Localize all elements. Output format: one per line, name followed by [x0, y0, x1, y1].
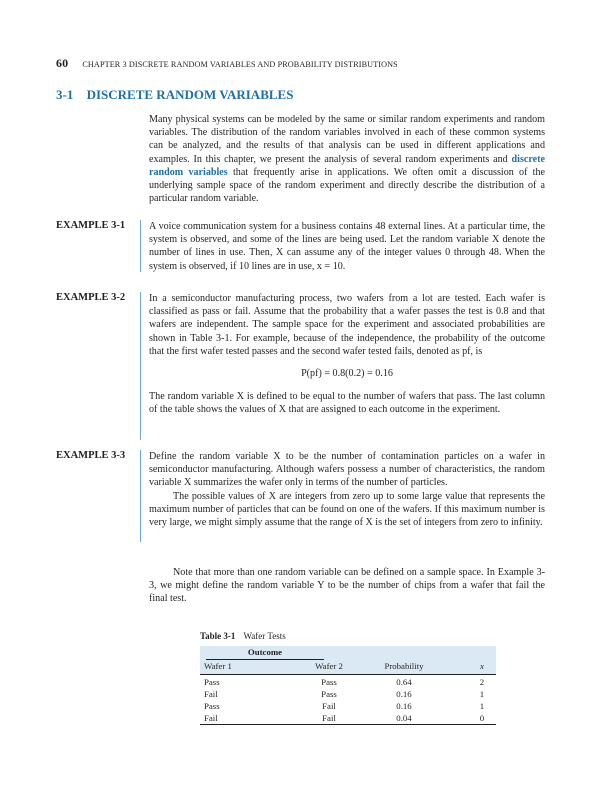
column-header-wafer-1: Wafer 1 — [204, 661, 232, 671]
example-3-3-label: EXAMPLE 3-3 — [56, 450, 126, 461]
table-cell: Fail — [204, 689, 218, 699]
example-3-1-bar — [140, 220, 141, 272]
example-3-1-body — [149, 220, 545, 273]
intro-text-before: Many physical systems can be modeled by the same or similar random experiments and random variables. The distribution of the random variables involved in each of these common systems can be analyzed, and the results of that analysis can be used in different applications and examples. In this chapter, we present the analysis of several random experiments and — [149, 114, 545, 165]
example-3-2-text-2: The random variable X is defined to be equal to the number of wafers that pass. The last column of the table shows the values of X that are assigned to each outcome in the experiment. — [149, 391, 545, 416]
example-3-3-text: Define the random variable X to be the number of contamination particles on a wafer in semiconductor manufacturing. Although wafers possess a number of characteristics, the random variable X summarizes the wafer only in terms of the number of particles. — [149, 451, 545, 489]
table-cell: 0.64 — [396, 677, 412, 687]
intro-text-after: that frequently arise in applications. We often omit a discussion of the underlying sample space of the random experiment and directly describe the distribution of a particular random variable. — [149, 166, 546, 205]
table-cell: Fail — [322, 701, 336, 711]
table-cell: 1 — [479, 689, 485, 699]
table-row — [200, 676, 496, 688]
table-cell: 1 — [479, 701, 485, 711]
column-header-probability: Probability — [384, 661, 424, 671]
example-3-2-bar — [140, 292, 141, 440]
table-cell: 0.16 — [396, 701, 412, 711]
table-cell: Pass — [321, 677, 337, 687]
table-label: Table 3-1 — [200, 631, 236, 641]
table-cell: 0.04 — [396, 713, 412, 723]
section-number: 3-1 — [56, 87, 74, 102]
table-cell: Fail — [204, 713, 218, 723]
page-number: 60 — [56, 56, 69, 70]
example-3-2-body — [149, 292, 545, 417]
example-3-1-text: A voice communication system for a business contains 48 external lines. At a particular time, the system is observed, and some of the lines are being used. Let the random variable X denote the number of lines in use. Then, X can assume any of the integer values 0 through 48. When the system is observed, if 10 lines are in use, x = 10. — [149, 221, 545, 272]
probability-equation: P(pf) = 0.8(0.2) = 0.16 — [301, 368, 393, 380]
example-3-3-bar — [140, 450, 141, 542]
table-cell: Pass — [204, 677, 220, 687]
column-header-x: x — [480, 661, 484, 671]
outcome-header: Outcome — [247, 647, 283, 657]
table-row — [200, 688, 496, 700]
intro-paragraph — [149, 113, 545, 205]
table-cell: 0.16 — [396, 689, 412, 699]
table-cell: Fail — [322, 713, 336, 723]
example-3-2-text: In a semiconductor manufacturing process, two wafers from a lot are tested. Each wafer is classified as pass or fail. Assume that the probability that a wafer passes the test is 0.8 and that wafers are independent. The sample space for the experiment and associated probabilities are shown in Table 3-1. For example, because of the independence, the probability of the outcome that the first wafer tested passes and the second wafer tested fails, denoted as pf, is — [149, 293, 545, 357]
example-3-1-label: EXAMPLE 3-1 — [56, 220, 126, 231]
table-row — [200, 712, 496, 724]
table-cell: Pass — [204, 701, 220, 711]
table-title — [200, 631, 286, 641]
example-3-2-label: EXAMPLE 3-2 — [56, 292, 126, 303]
example-3-3-text-2: The possible values of X are integers from zero up to some large value that represents the maximum number of particles that can be found on one of the wafers. If this maximum number is very large, we might simply assume that the range of X is the set of integers from zero to infinity. — [149, 490, 545, 529]
table-cell: 0 — [479, 713, 485, 723]
closing-paragraph — [149, 566, 545, 606]
table-bottom-rule — [200, 724, 496, 725]
table-column-header-row — [200, 660, 496, 675]
table-cell: 2 — [479, 677, 485, 687]
section-title: DISCRETE RANDOM VARIABLES — [86, 87, 294, 102]
keyword-discrete-random-variables: discrete random variables — [149, 153, 545, 178]
chapter-title: CHAPTER 3 DISCRETE RANDOM VARIABLES AND PROBABILITY DISTRIBUTIONS — [82, 60, 398, 69]
closing-text: Note that more than one random variable can be defined on a sample space. In Example 3-3, we might define the random variable Y to be the number of chips from a wafer that fail the final test. — [149, 567, 545, 605]
column-header-wafer-2: Wafer 2 — [315, 661, 343, 671]
table-row — [200, 700, 496, 712]
table-cell: Pass — [321, 689, 337, 699]
table-group-header — [200, 646, 496, 660]
running-header — [56, 56, 398, 71]
section-heading — [56, 87, 293, 103]
table-caption: Wafer Tests — [243, 631, 286, 641]
example-3-3-body — [149, 450, 545, 529]
